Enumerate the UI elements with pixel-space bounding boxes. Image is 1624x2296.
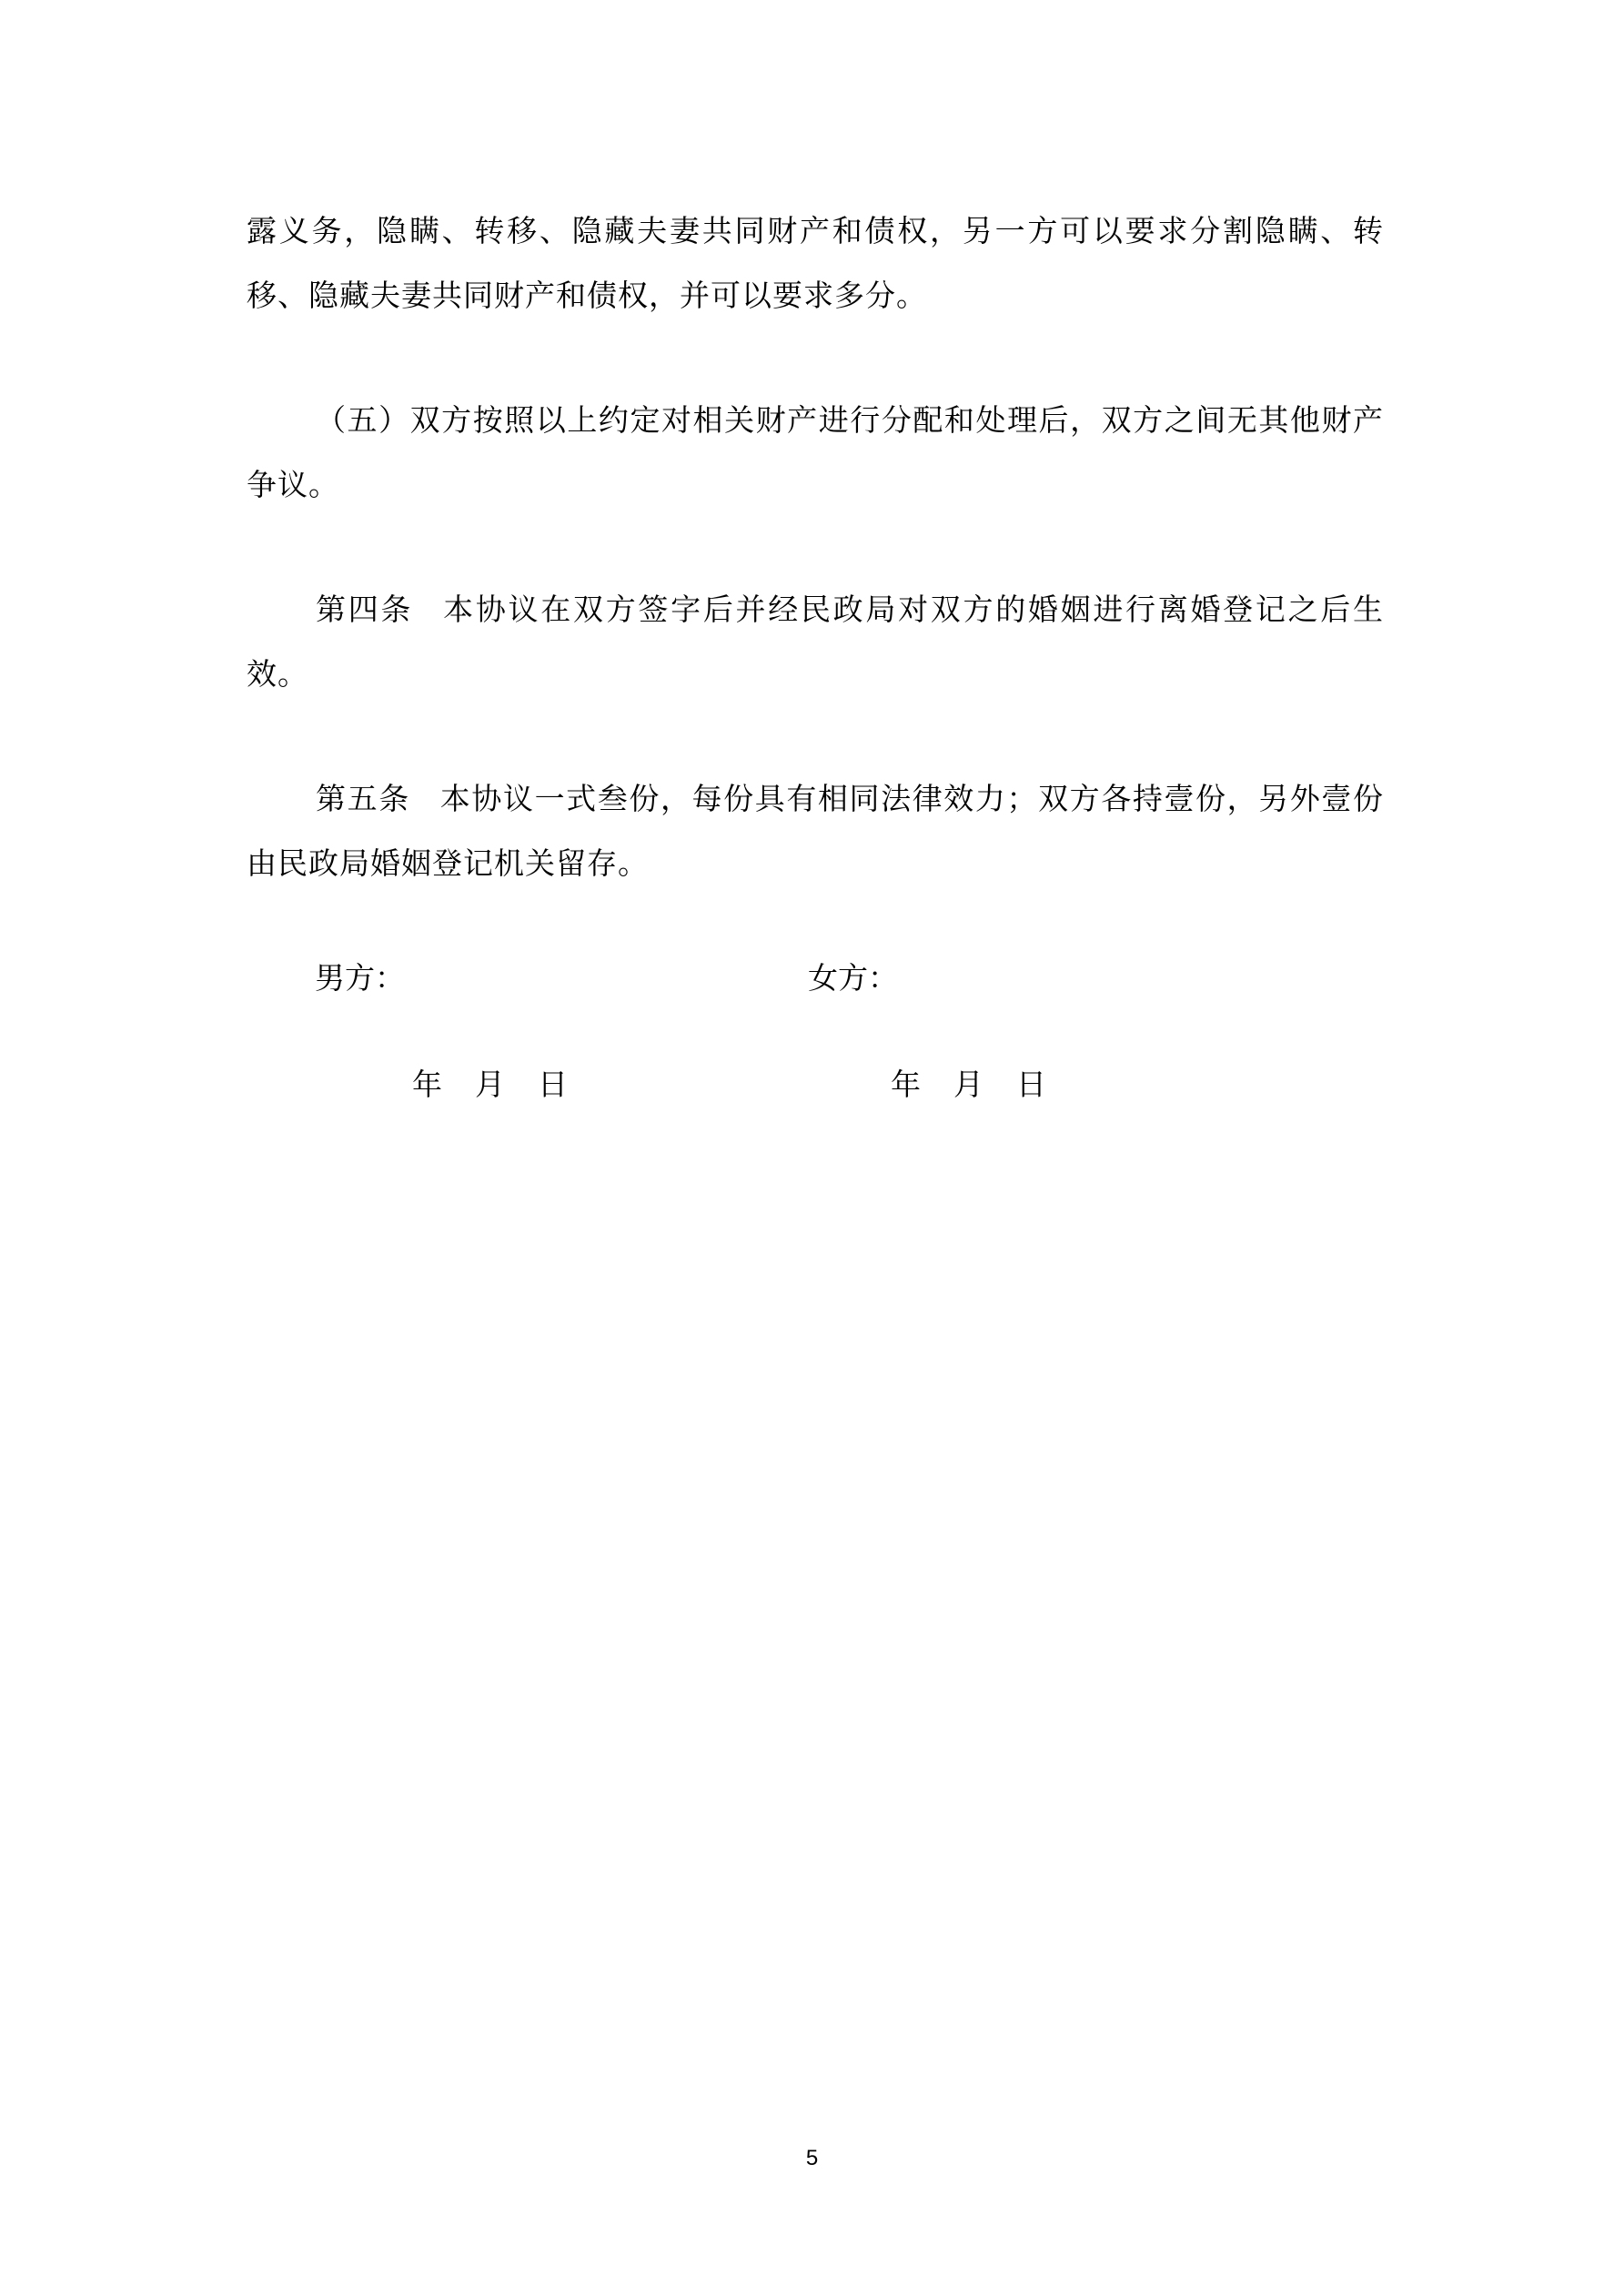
date-month-label: 月 [475,1067,505,1102]
paragraph-text: 露义务，隐瞒、转移、隐藏夫妻共同财产和债权，另一方可以要求分割隐瞒、转移、隐藏夫妻共同财产和债权，并可以要求多分。 [247,213,1384,313]
article-four [247,577,1384,706]
paragraph-text: （五）双方按照以上约定对相关财产进行分配和处理后，双方之间无其他财产争议。 [247,402,1384,502]
date-year-label: 年 [891,1067,921,1102]
page-number: 5 [805,2146,819,2170]
male-signature-label: 男方： [315,960,405,996]
date-day-label: 日 [538,1067,568,1102]
article-label: 第四条 [316,592,414,627]
paragraph-disclosure-continuation [247,198,1384,328]
female-signature-date [891,1067,1046,1103]
date-month-label: 月 [953,1067,983,1102]
article-text: 本协议在双方签字后并经民政局对双方的婚姻进行离婚登记之后生效。 [247,592,1385,692]
article-label: 第五条 [316,781,410,816]
paragraph-item-five [247,388,1384,517]
document-body [247,198,1384,956]
article-text: 本协议一式叁份，每份具有相同法律效力；双方各持壹份，另外壹份由民政局婚姻登记机关留存。 [247,781,1384,881]
article-five [247,766,1384,895]
female-signature-label: 女方： [808,960,898,996]
date-day-label: 日 [1016,1067,1046,1102]
male-signature-date [412,1067,568,1103]
date-year-label: 年 [412,1067,442,1102]
